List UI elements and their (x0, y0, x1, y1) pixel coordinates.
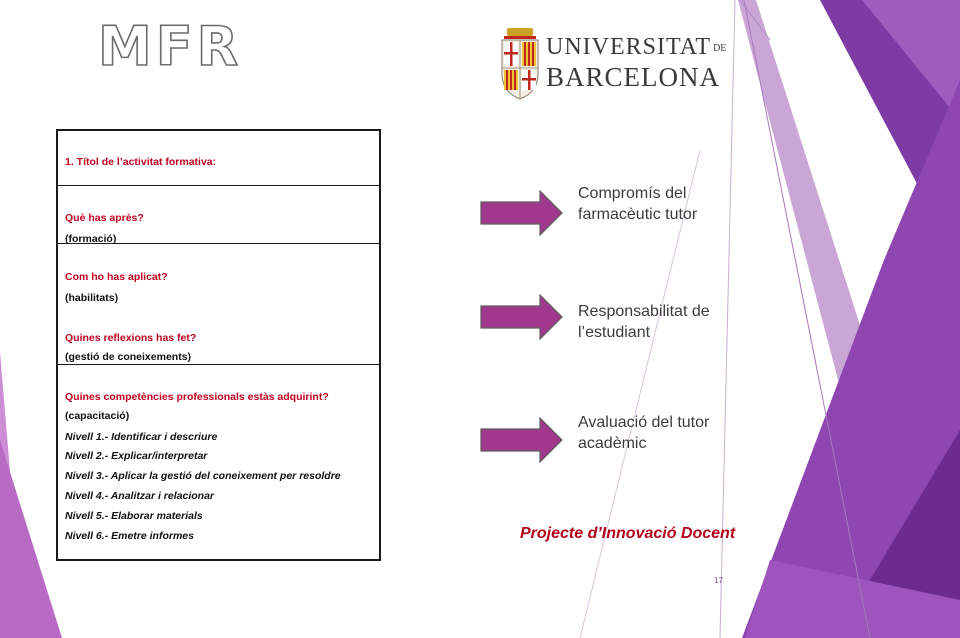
university-crest-icon (498, 26, 542, 102)
question-competencies-sub: (capacitació) (65, 410, 130, 422)
callout-academic-evaluation: Avaluació del tutor acadèmic (578, 414, 710, 452)
university-logo (498, 26, 727, 102)
form-divider (58, 243, 379, 244)
level-item: Nivell 2.- Explicar/interpretar (65, 450, 208, 462)
level-item: Nivell 1.- Identificar i descriure (65, 431, 218, 443)
logo-wordmark-barcelona: BARCELONA (546, 62, 721, 92)
activity-title-label: 1. Títol de l’activitat formativa: (65, 156, 217, 168)
logo-wordmark-de: DE (713, 42, 727, 54)
page-number: 17 (714, 576, 723, 585)
question-applied-sub: (habilitats) (65, 292, 119, 304)
reflection-form (56, 129, 381, 561)
mfr-title: MFR (98, 15, 243, 78)
question-reflections: Quines reflexions has fet? (65, 332, 197, 344)
form-divider (58, 364, 379, 365)
question-learned-sub: (formació) (65, 233, 117, 245)
right-arrow-icon (480, 294, 564, 340)
level-item: Nivell 3.- Aplicar la gestió del coneixement per resoldre (65, 470, 341, 482)
logo-wordmark-universitat: UNIVERSITAT (546, 34, 712, 60)
question-reflections-sub: (gestió de coneixements) (65, 351, 192, 363)
callout-tutor-commitment: Compromís del farmacèutic tutor (578, 185, 698, 223)
project-label: Projecte d’Innovació Docent (520, 525, 736, 542)
level-item: Nivell 6.- Emetre informes (65, 530, 194, 542)
question-applied: Com ho has aplicat? (65, 271, 168, 283)
question-competencies: Quines competències professionals estàs adquirint? (65, 391, 329, 403)
right-arrow-icon (480, 417, 564, 463)
callout-student-responsibility: Responsabilitat de l’estudiant (578, 303, 710, 341)
level-item: Nivell 4.- Analitzar i relacionar (65, 490, 214, 502)
question-learned: Què has après? (65, 212, 144, 224)
form-divider (58, 185, 379, 186)
logo-wordmark-line1 (546, 34, 726, 61)
level-item: Nivell 5.- Elaborar materials (65, 510, 203, 522)
right-arrow-icon (480, 190, 564, 236)
